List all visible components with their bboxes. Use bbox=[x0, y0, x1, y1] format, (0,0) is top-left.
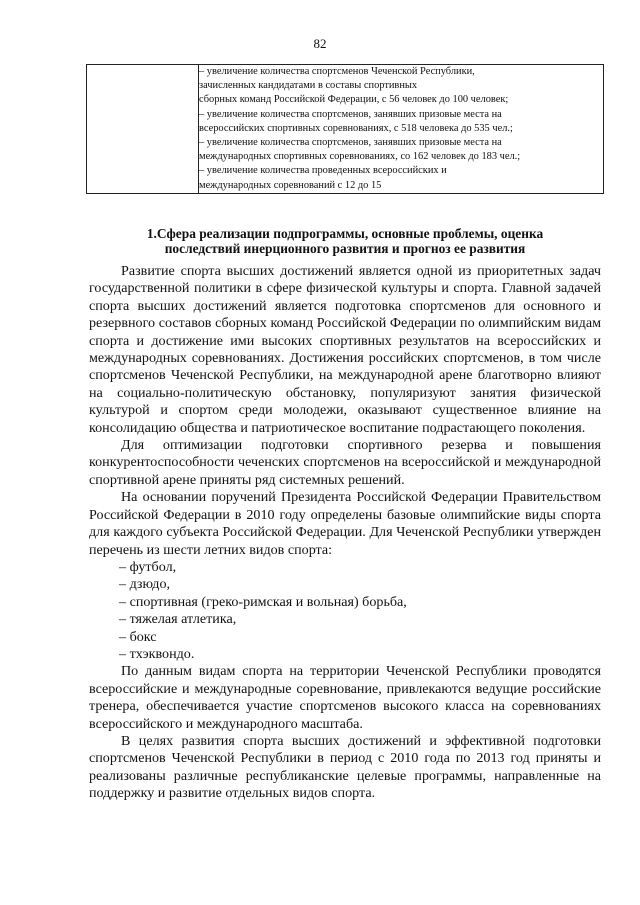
table-cell-line: зачисленных кандидатами в составы спортивных bbox=[199, 80, 418, 92]
sports-list bbox=[89, 559, 601, 663]
list-item: – тхэквондо. bbox=[119, 645, 195, 662]
section-title-line-1: 1.Сфера реализации подпрограммы, основные проблемы, оценка bbox=[146, 226, 544, 241]
section-title bbox=[86, 227, 604, 256]
paragraph-3: На основании поручений Президента Российской Федерации Правительством Российской Федерации в 2010 году определены базовые олимпийские виды спорта для каждого субъекта Российской Федерации. Для Чеченской Республики утвержден перечень из шести летних видов спорта: bbox=[89, 489, 601, 558]
list-item: – тяжелая атлетика, bbox=[119, 611, 237, 628]
table-left-cell bbox=[87, 65, 199, 194]
table-cell-line: международных спортивных соревнованиях, со 162 человек до 183 чел.; bbox=[199, 151, 521, 163]
paragraph-4: По данным видам спорта на территории Чеченской Республики проводятся всероссийские и международные соревнование, привлекаются ведущие российские тренера, обеспечивается участие спортсменов высокого класса на соревнованиях всероссийского и международного масштаба. bbox=[89, 663, 601, 732]
body-text bbox=[89, 263, 601, 803]
table-cell-line: – увеличение количества спортсменов Чеченской Республики, bbox=[199, 66, 475, 77]
page-number: 82 bbox=[313, 36, 327, 51]
table-cell-line: – увеличение количества спортсменов, занявших призовые места на bbox=[199, 108, 502, 120]
table-row bbox=[87, 65, 604, 194]
list-item: – бокс bbox=[119, 628, 157, 645]
table-cell-line: международных соревнований с 12 до 15 bbox=[199, 179, 382, 191]
list-item: – дзюдо, bbox=[119, 576, 171, 593]
table-cell-line: – увеличение количества спортсменов, занявших призовые места на bbox=[199, 137, 502, 149]
targets-table bbox=[86, 64, 604, 194]
list-item: – футбол, bbox=[119, 558, 177, 575]
section-title-line-2: последствий инерционного развития и прогноз ее развития bbox=[164, 240, 526, 256]
table-cell-line: сборных команд Российской Федерации, с 56 человек до 100 человек; bbox=[199, 94, 509, 106]
table-cell-line: всероссийских спортивных соревнованиях, с 518 человека до 535 чел.; bbox=[199, 122, 513, 134]
table-cell-line: – увеличение количества проведенных всероссийских и bbox=[199, 165, 447, 177]
table-right-cell bbox=[199, 65, 604, 194]
list-item: – спортивная (греко-римская и вольная) борьба, bbox=[119, 593, 407, 610]
paragraph-1: Развитие спорта высших достижений является одной из приоритетных задач государственной политики в сфере физической культуры и спорта. Главной задачей спорта высших достижений является подготовка спортсменов для основного и резервного составов сборных команд Российской Федерации по олимпийским видам спорта и достижение ими высоких спортивных результатов на всероссийских и международных соревнованиях. Достижения российских спортсменов, в том числе спортсменов Чеченской Республики, на международной арене благотворно влияют на социально-политическую обстановку, популяризуют занятия физической культурой и спортом среди молодежи, оказывают существенное влияние на консолидацию общества и патриотическое воспитание подрастающего поколения. bbox=[89, 263, 601, 436]
paragraph-5: В целях развития спорта высших достижений и эффективной подготовки спортсменов Чеченской Республики в период с 2010 года по 2013 год приняты и реализованы различные республиканские целевые программы, направленные на поддержку и развитие отдельных видов спорта. bbox=[89, 732, 601, 802]
paragraph-2: Для оптимизации подготовки спортивного резерва и повышения конкурентоспособности чеченских спортсменов на всероссийской и международной спортивной арене приняты ряд системных решений. bbox=[89, 437, 601, 488]
